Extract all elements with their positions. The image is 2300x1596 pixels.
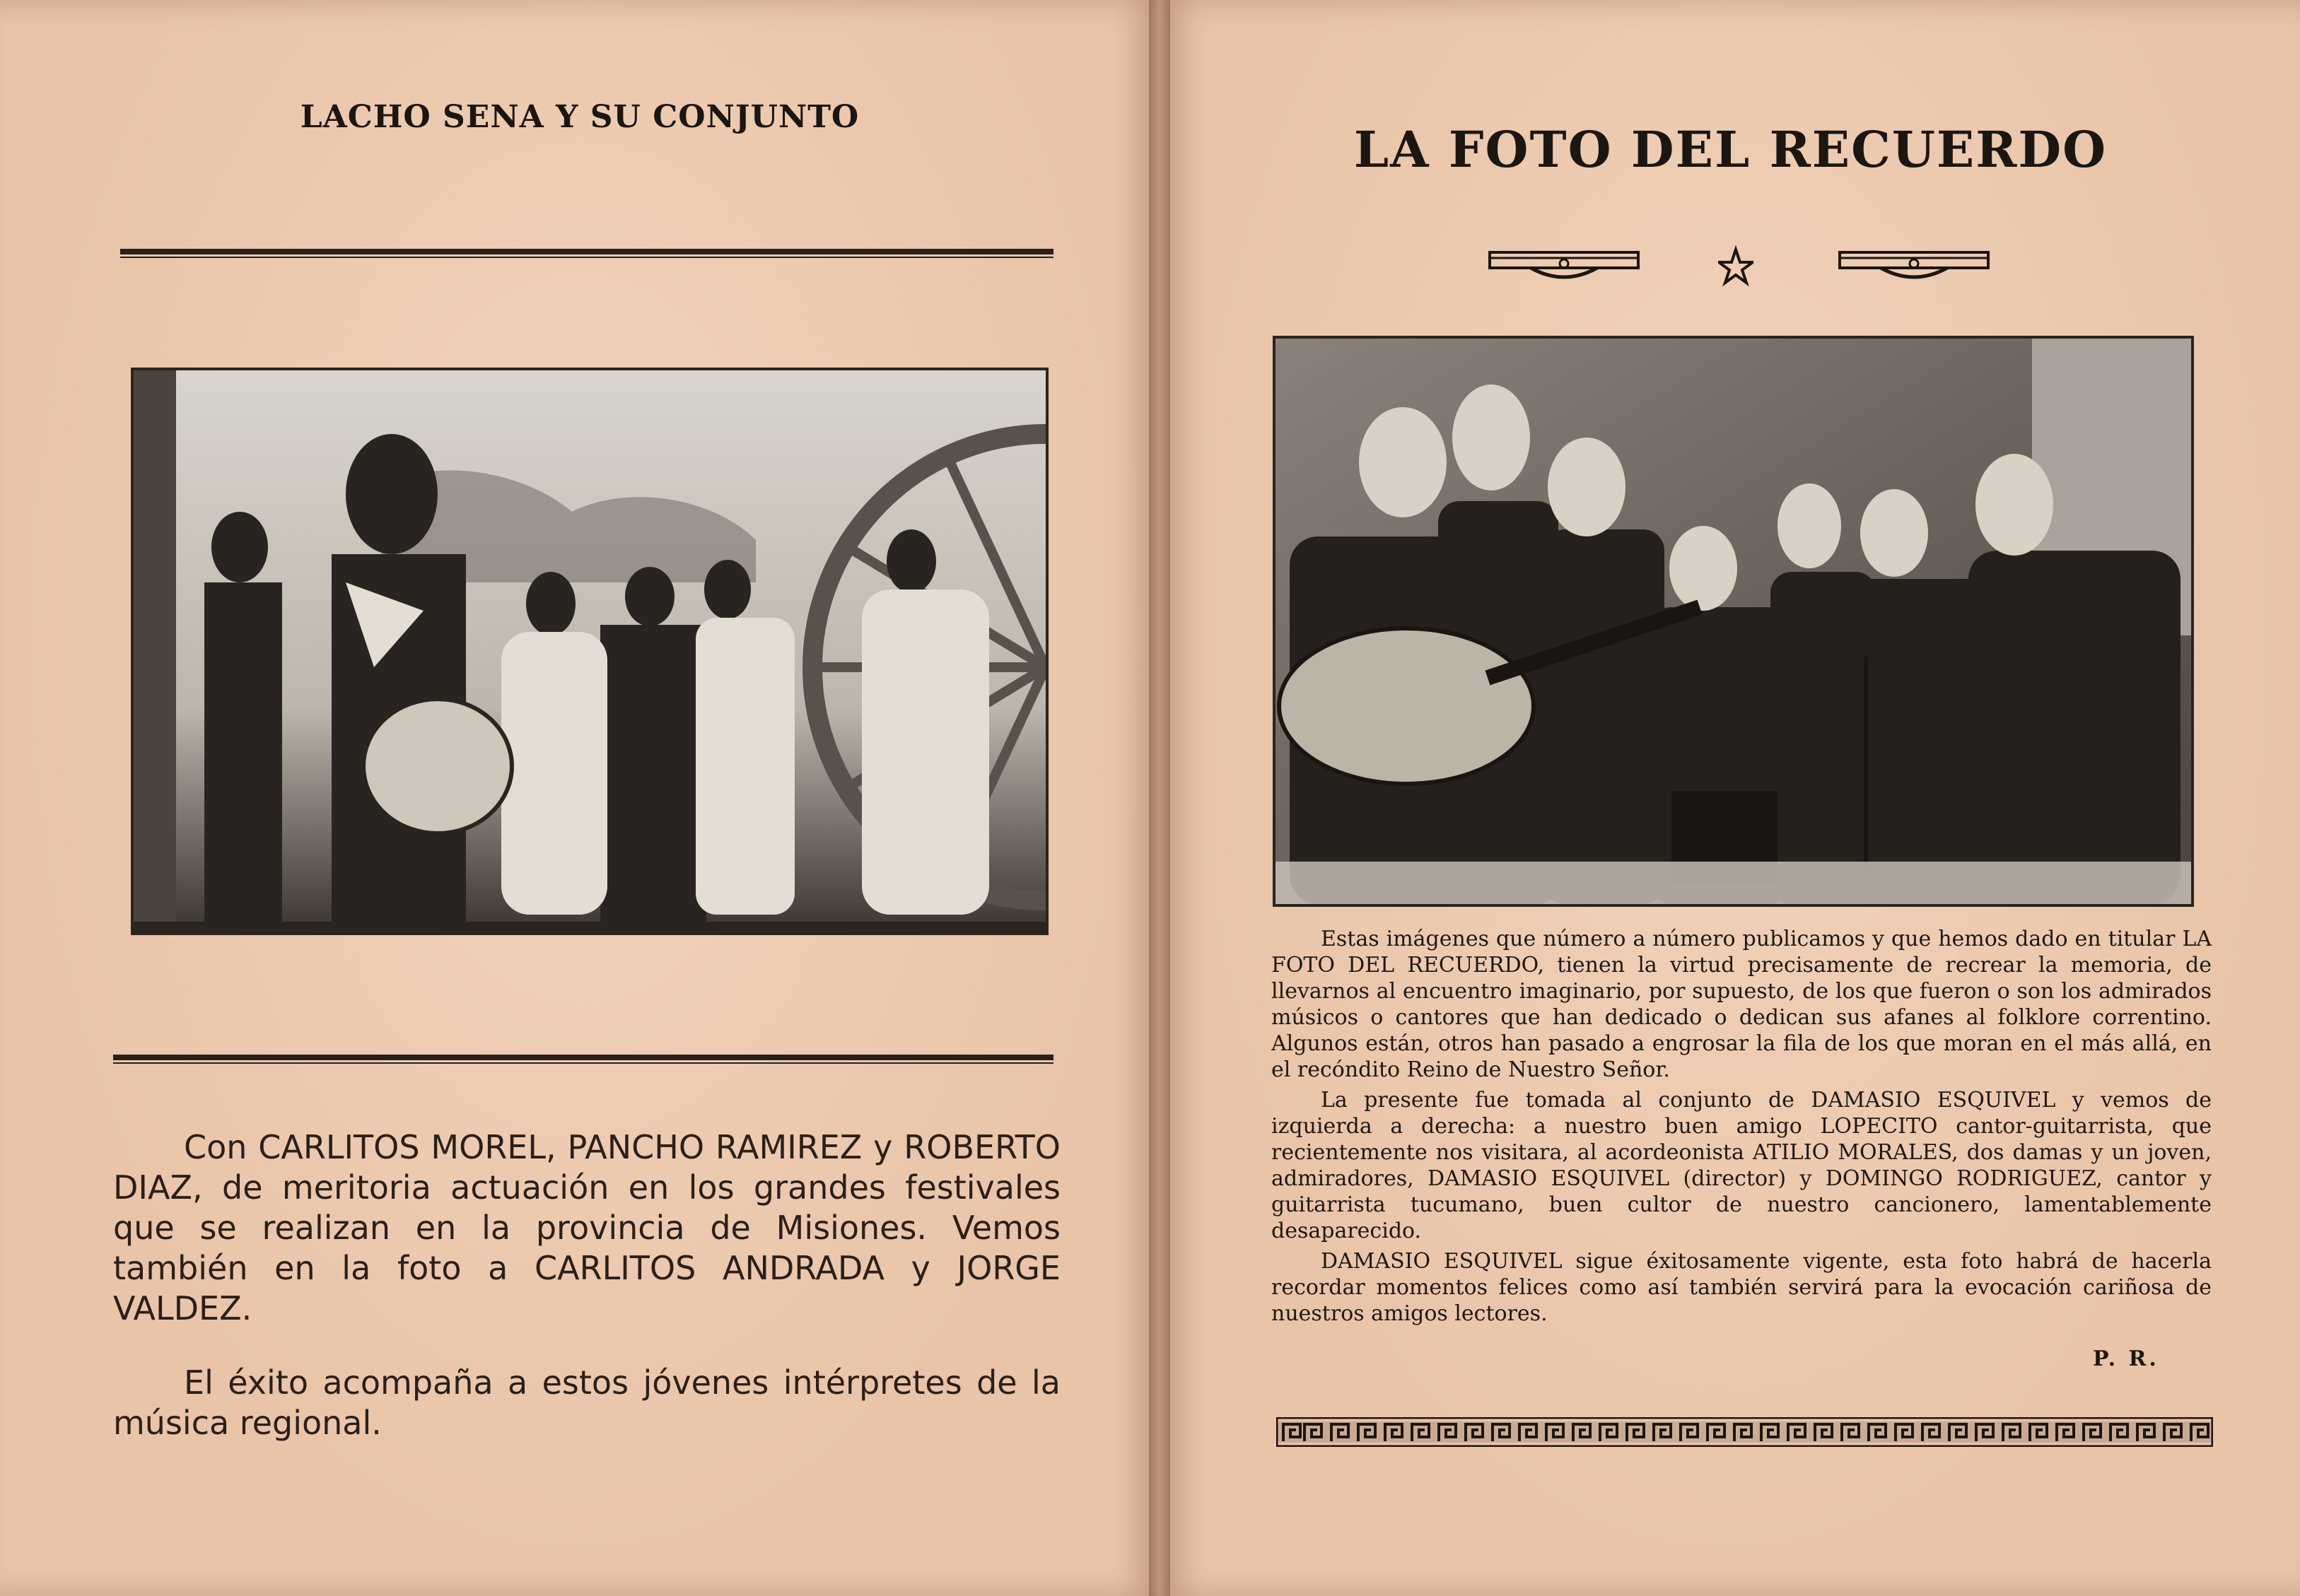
- left-page-body: [113, 1127, 1061, 1477]
- left-ornament-icon: [1488, 244, 1640, 286]
- bottom-rule: [113, 1055, 1053, 1060]
- left-page-header: LACHO SENA Y SU CONJUNTO: [300, 99, 860, 135]
- memory-photo: [1273, 336, 2194, 907]
- band-photo-image: [134, 370, 1046, 932]
- right-paragraph-3: DAMASIO ESQUIVEL sigue éxitosamente vigente, esta foto habrá de hacerla recordar momentos felices como así también servirá para la evocación cariñosa de nuestros amigos lectores.: [1271, 1249, 2212, 1326]
- top-rule: [120, 249, 1053, 254]
- right-ornament-icon: [1838, 244, 1990, 286]
- greek-key-border: [1276, 1417, 2213, 1447]
- right-paragraph-1: Estas imágenes que número a número publicamos y que hemos dado en titular LA FOTO DEL RECUERDO, tienen la virtud precisamente de recrear la memoria, de llevarnos al encuentro imaginario, por supuesto, de los que fueron o son los admirados músicos o cantores que han dedicado o dedican sus afanes al folklore correntino. Algunos están, otros han pasado a engrosar la fila de los que moran en el más allá, en el recóndito Reino de Nuestro Señor.: [1271, 927, 2212, 1082]
- right-page-body: [1271, 926, 2212, 1331]
- left-paragraph-1: Con CARLITOS MOREL, PANCHO RAMIREZ y ROBERTO DIAZ, de meritoria actuación en los grandes festivales que se realizan en la provincia de Misiones. Vemos también en la foto a CARLITOS ANDRADA y JORGE VALDEZ.: [113, 1128, 1061, 1327]
- left-paragraph-2: El éxito acompaña a estos jóvenes intérpretes de la música regional.: [113, 1363, 1061, 1442]
- right-page-title: LA FOTO DEL RECUERDO: [1353, 120, 2108, 179]
- memory-photo-image: [1275, 339, 2191, 904]
- right-paragraph-2: La presente fue tomada al conjunto de DAMASIO ESQUIVEL y vemos de izquierda a derecha: a nuestro buen amigo LOPECITO cantor-guitarrista, que recientemente nos visitara, al acordeonista ATILIO MORALES, dos damas y un joven, admiradores, DAMASIO ESQUIVEL (director) y DOMINGO RODRIGUEZ, cantor y guitarrista tucumano, buen cultor de nuestro cancionero, lamentablemente desaparecido.: [1271, 1088, 2212, 1243]
- star-icon: [1718, 244, 1753, 286]
- author-signature: P. R.: [2093, 1346, 2159, 1371]
- book-gutter: [1149, 0, 1170, 1596]
- band-photo: [131, 368, 1049, 935]
